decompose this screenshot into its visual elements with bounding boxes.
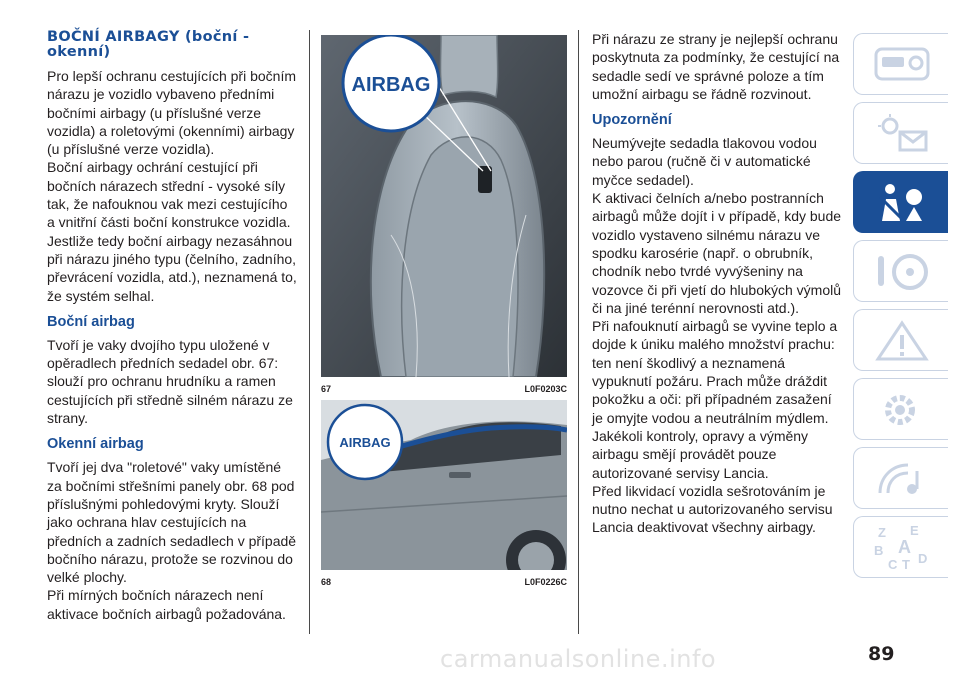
intro-paragraph: Pro lepší ochranu cestujících při bočním nárazu je vozidlo vybaveno předními bočními airbagy (u příslušné verze vozidla) a roletovými (okenními) airbagy (u příslušné verze vozidla).: [47, 68, 297, 158]
figure-67-code: L0F0203C: [524, 384, 567, 394]
index-letter-z: Z: [878, 525, 886, 540]
figure-68-code: L0F0226C: [524, 577, 567, 587]
alphabetical-index-icon: [872, 521, 932, 571]
page-number: 89: [868, 643, 895, 665]
side-airbag-text: Tvoří je vaky dvojího typu uložené v opěradlech předních sedadel obr. 67: slouží pro ochranu hrudníku a ramen cestujících při středně silném nárazu ze strany.: [47, 336, 293, 427]
section-title: BOČNÍ AIRBAGY (boční - okenní): [47, 29, 250, 60]
tab-maintenance[interactable]: [853, 378, 948, 440]
side-airbag-heading: Boční airbag: [47, 313, 135, 330]
car-dashboard-icon: [872, 43, 932, 87]
right-column: [592, 30, 842, 537]
intro-paragraph-3: Jestliže tedy boční airbagy nezasáhnou při nárazu jiného typu (čelního, zadního, převrácení vozidla, atd.), neznamená to, že systém selhal.: [47, 232, 297, 304]
index-letter-a: A: [898, 537, 911, 557]
tab-starting-driving[interactable]: [853, 240, 948, 302]
index-letter-e: E: [910, 523, 919, 538]
airbag-label-68: AIRBAG: [339, 435, 391, 450]
warning-text-2: K aktivaci čelních a/nebo postranních airbagů může dojít i v případě, kdy bude vozidlo vystaveno silnému nárazu ve spodku karosérie (např. o obrubník, chodník nebo tvrdé vyvýšeniny na vozovce či při vjetí do hlubokých výmolů či na jiné terénní nerovnosti atd.).: [592, 190, 842, 316]
tab-multimedia[interactable]: [853, 447, 948, 509]
tab-safety[interactable]: [853, 171, 948, 233]
warning-text-3: Při nafouknutí airbagů se vyvine teplo a dojde k úniku malého množství prachu: ten není škodlivý a neznamená vypuknutí požáru. Prach může dráždit pokožku a oči: při případném zasažení je omyjte vodou a neutrálním mýdlem.: [592, 318, 838, 426]
warning-text-4: Jakékoli kontroly, opravy a výměny airbagu smějí provádět pouze autorizované servisy Lancia.: [592, 427, 809, 481]
figure-67-number: 67: [321, 384, 332, 394]
warning-lights-icon: [872, 112, 932, 156]
figure-67-caption: [321, 384, 567, 394]
figure-68-number: 68: [321, 577, 332, 587]
index-letter-d: D: [918, 551, 928, 566]
warning-text-5: Před likvidací vozidla sešrotováním je nutno nechat u autorizovaného servisu Lancia deaktivovat všechny airbagy.: [592, 482, 833, 536]
seatbelt-airbag-icon: [872, 181, 932, 225]
figure-68-window-airbag: [321, 400, 567, 570]
tab-index[interactable]: [853, 516, 948, 578]
roadside-warning-icon: [872, 319, 932, 363]
watermark: carmanualsonline.info: [440, 645, 717, 673]
index-letter-c: C: [888, 557, 898, 571]
intro-paragraph-2: Boční airbagy ochrání cestující při bočních nárazech střední - vysoké síly tak, že nafouknou vak mezi cestujícího a vnitřní části boční konstrukce vozidla.: [47, 159, 291, 231]
maintenance-gear-icon: [872, 388, 932, 432]
figure-67-seat-airbag: [321, 35, 567, 377]
warning-heading: Upozornění: [592, 112, 672, 129]
seating-position-text: Při nárazu ze strany je nejlepší ochranu poskytnuta za podmínky, že cestující na sedadle sedí ve správné poloze a tím umožní airbagu se řádně rozvinout.: [592, 31, 840, 102]
index-letter-t: T: [902, 557, 910, 571]
tab-dashboard[interactable]: [853, 33, 948, 95]
window-airbag-text-2: Při mírných bočních nárazech není aktivace bočních airbagů požadována.: [47, 587, 286, 622]
warning-text-1: Neumývejte sedadla tlakovou vodou nebo parou (ručně či v automatické myčce sedadel).: [592, 135, 817, 188]
steering-wheel-icon: [872, 250, 932, 294]
multimedia-icon: [872, 457, 932, 501]
airbag-label-67: AIRBAG: [351, 74, 431, 96]
left-column: [47, 30, 297, 623]
index-letter-b: B: [874, 543, 884, 558]
window-airbag-text: Tvoří jej dva "roletové" vaky umístěné za bočními střešními panely obr. 68 pod příslušnými pohledovými kryty. Slouží jako ochrana hlav cestujících na předních a zadních sedadlech v případě bočního nárazu, protože se rozvinou do velké plochy.: [47, 459, 297, 586]
column-divider-right: [578, 30, 579, 634]
column-divider-left: [309, 30, 310, 634]
tab-warning-lights[interactable]: [853, 102, 948, 164]
figure-68-caption: [321, 577, 567, 587]
window-airbag-heading: Okenní airbag: [47, 436, 144, 453]
tab-emergency[interactable]: [853, 309, 948, 371]
